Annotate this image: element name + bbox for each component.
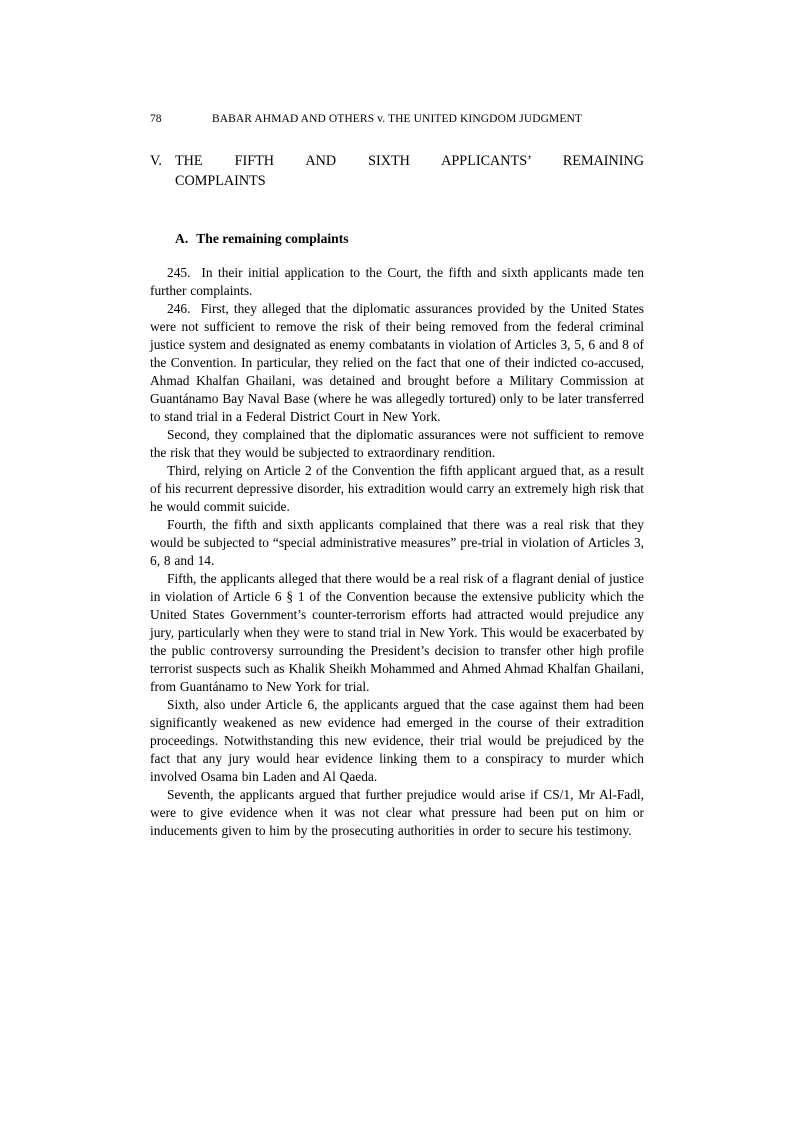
running-header (150, 112, 644, 127)
subsection-title: The remaining complaints (196, 231, 349, 246)
paragraph: 245. In their initial application to the Court, the fifth and sixth applicants made ten further complaints. (150, 265, 644, 298)
body-text (150, 264, 644, 840)
subsection-heading (150, 231, 644, 247)
section-number: V. (150, 153, 162, 169)
paragraph: Seventh, the applicants argued that further prejudice would arise if CS/1, Mr Al-Fadl, were to give evidence when it was not clear what pressure had been put on him or inducements given to him by the prosecuting authorities in order to secure his testimony. (150, 787, 644, 838)
section-title-line1: THE FIFTH AND SIXTH APPLICANTS’ REMAINING (175, 153, 644, 169)
paragraph: 246. First, they alleged that the diplomatic assurances provided by the United States were not sufficient to remove the risk of their being removed from the federal criminal justice system and designated as enemy combatants in violation of Articles 3, 5, 6 and 8 of the Convention. In particular, they relied on the fact that one of their indicted co-accused, Ahmad Khalfan Ghailani, was detained and brought before a Military Commission at Guantánamo Bay Naval Base (where he was allegedly tortured) only to be later transferred to stand trial in a Federal District Court in New York. (150, 301, 644, 424)
subsection-label: A. (175, 231, 189, 246)
paragraph: Third, relying on Article 2 of the Convention the fifth applicant argued that, as a result of his recurrent depressive disorder, his extradition would carry an extremely high risk that he would commit suicide. (150, 463, 644, 514)
paragraph: Fourth, the fifth and sixth applicants complained that there was a real risk that they would be subjected to “special administrative measures” pre-trial in violation of Articles 3, 6, 8 and 14. (150, 517, 644, 568)
page-number: 78 (150, 113, 162, 125)
paragraph: Fifth, the applicants alleged that there would be a real risk of a flagrant denial of justice in violation of Article 6 § 1 of the Convention because the extensive publicity which the United States Government’s counter-terrorism efforts had attracted would prejudice any jury, particularly when they were to stand trial in New York. This would be exacerbated by the public controversy surrounding the President’s decision to transfer other high profile terrorist suspects such as Khalik Sheikh Mohammed and Ahmed Ahmad Khalfan Ghailani, from Guantánamo to New York for trial. (150, 571, 644, 694)
paragraph: Second, they complained that the diplomatic assurances were not sufficient to remove the risk that they would be subjected to extraordinary rendition. (150, 427, 644, 460)
section-heading (150, 152, 644, 191)
header-title: BABAR AHMAD AND OTHERS v. THE UNITED KINGDOM JUDGMENT (211, 113, 583, 125)
section-title-line2: COMPLAINTS (175, 172, 266, 189)
paragraph: Sixth, also under Article 6, the applicants argued that the case against them had been significantly weakened as new evidence had emerged in the course of their extradition proceedings. Notwithstanding this new evidence, their trial would be prejudiced by the fact that any jury would hear evidence linking them to a conspiracy to murder which involved Osama bin Laden and Al Qaeda. (150, 697, 644, 784)
page-content (150, 0, 644, 840)
